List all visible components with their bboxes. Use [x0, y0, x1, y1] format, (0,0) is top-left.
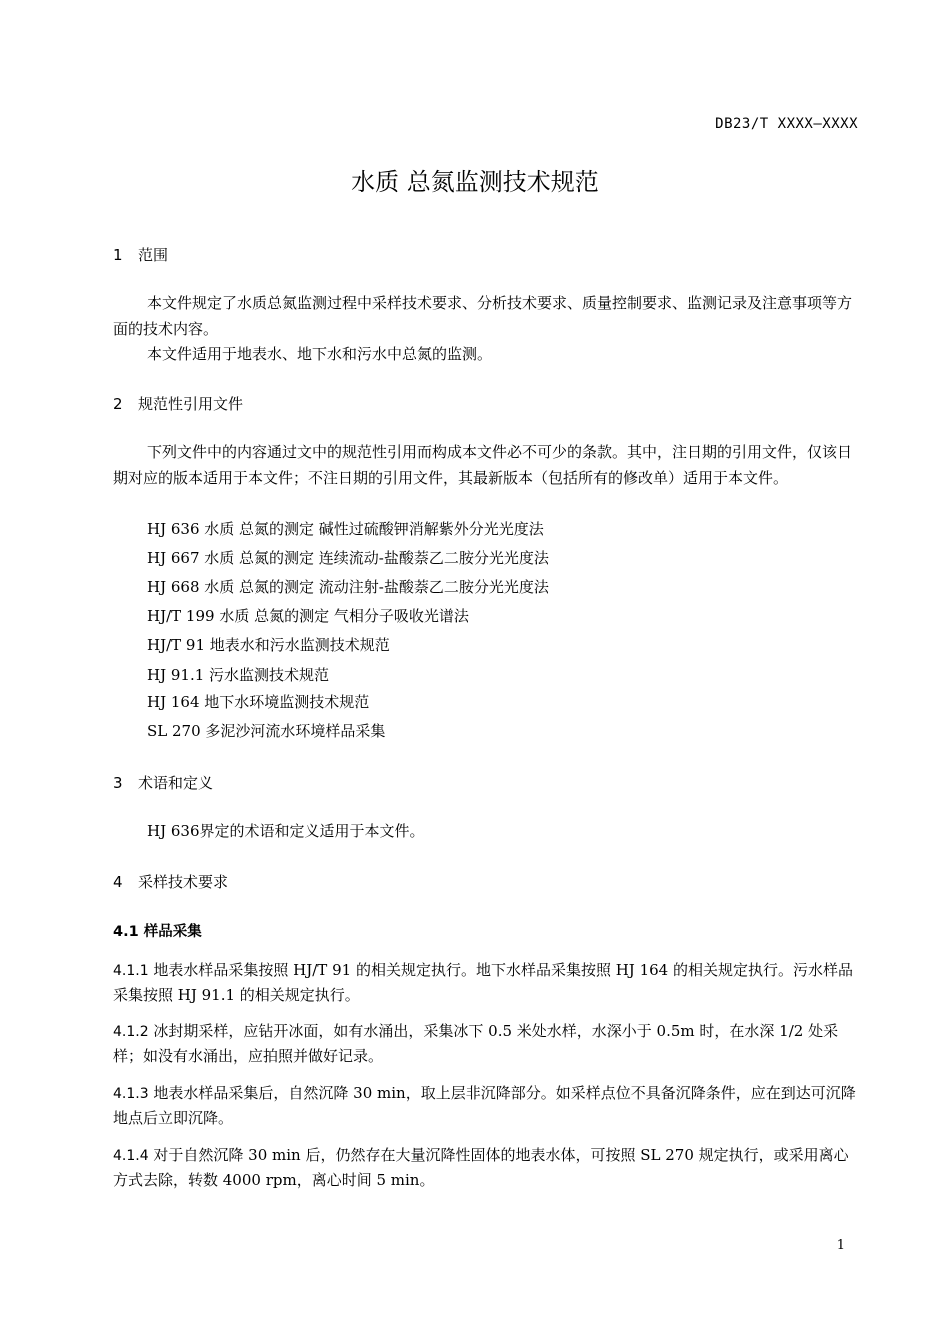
section-title: 采样技术要求	[138, 873, 229, 891]
clause-text: 地表水样品采集按照 HJ/T 91 的相关规定执行。地下水样品采集按照 HJ 164 的相关规定执行。污水样品采集按照 HJ 91.1 的相关规定执行。	[113, 961, 853, 1004]
section-number: 3	[113, 774, 123, 792]
clause-number: 4.1.2	[113, 1024, 149, 1040]
section-2-paragraph-1: 下列文件中的内容通过文中的规范性引用而构成本文件必不可少的条款。其中，注日期的引用文件，仅该日期对应的版本适用于本文件；不注日期的引用文件，其最新版本（包括所有的修改单）适用于本文件。	[113, 443, 853, 487]
reference-item: HJ 636 水质 总氮的测定 碱性过硫酸钾消解紫外分光光度法	[147, 520, 544, 538]
reference-item: HJ 91.1 污水监测技术规范	[147, 666, 330, 684]
clause-text: 冰封期采样，应钻开冰面，如有水涌出，采集冰下 0.5 米处水样，水深小于 0.5m 时，在水深 1/2 处采样；如没有水涌出，应拍照并做好记录。	[113, 1022, 839, 1065]
clause-number: 4.1.3	[113, 1086, 149, 1102]
clause-text: 对于自然沉降 30 min 后，仍然存在大量沉降性固体的地表水体，可按照 SL 270 规定执行，或采用离心方式去除，转数 4000 rpm，离心时间 5 min。	[113, 1146, 849, 1189]
section-2-heading	[113, 393, 243, 414]
section-title: 范围	[138, 246, 169, 264]
document-title: 水质 总氮监测技术规范	[351, 168, 599, 196]
section-number: 4	[113, 873, 123, 891]
section-title: 术语和定义	[138, 774, 214, 792]
reference-item: HJ/T 91 地表水和污水监测技术规范	[147, 636, 390, 654]
section-3-paragraph-1: HJ 636界定的术语和定义适用于本文件。	[147, 822, 425, 840]
clause-4-1-2	[113, 1019, 861, 1068]
clause-4-1-4	[113, 1143, 861, 1192]
section-number: 2	[113, 395, 123, 413]
section-1-paragraph-2: 本文件适用于地表水、地下水和污水中总氮的监测。	[147, 345, 493, 363]
section-1-heading	[113, 244, 168, 265]
section-title: 规范性引用文件	[138, 395, 244, 413]
page-number: 1	[836, 1238, 845, 1253]
clause-text: 地表水样品采集后，自然沉降 30 min，取上层非沉降部分。如采样点位不具备沉降条件，应在到达可沉降地点后立即沉降。	[113, 1084, 856, 1127]
document-number: DB23/T XXXX—XXXX	[715, 116, 858, 132]
subsection-4-1-heading: 4.1 样品采集	[113, 924, 202, 940]
reference-item: SL 270 多泥沙河流水环境样品采集	[147, 722, 386, 740]
reference-item: HJ 164 地下水环境监测技术规范	[147, 693, 370, 711]
reference-item: HJ 667 水质 总氮的测定 连续流动-盐酸萘乙二胺分光光度法	[147, 549, 549, 567]
section-1-paragraph-1: 本文件规定了水质总氮监测过程中采样技术要求、分析技术要求、质量控制要求、监测记录及注意事项等方面的技术内容。	[113, 294, 853, 338]
section-number: 1	[113, 246, 123, 264]
reference-item: HJ/T 199 水质 总氮的测定 气相分子吸收光谱法	[147, 607, 469, 625]
clause-4-1-3	[113, 1081, 861, 1130]
reference-item: HJ 668 水质 总氮的测定 流动注射-盐酸萘乙二胺分光光度法	[147, 578, 549, 596]
clause-number: 4.1.1	[113, 963, 149, 979]
section-4-heading	[113, 871, 228, 892]
section-3-heading	[113, 772, 213, 793]
clause-number: 4.1.4	[113, 1148, 149, 1164]
clause-4-1-1	[113, 958, 861, 1007]
